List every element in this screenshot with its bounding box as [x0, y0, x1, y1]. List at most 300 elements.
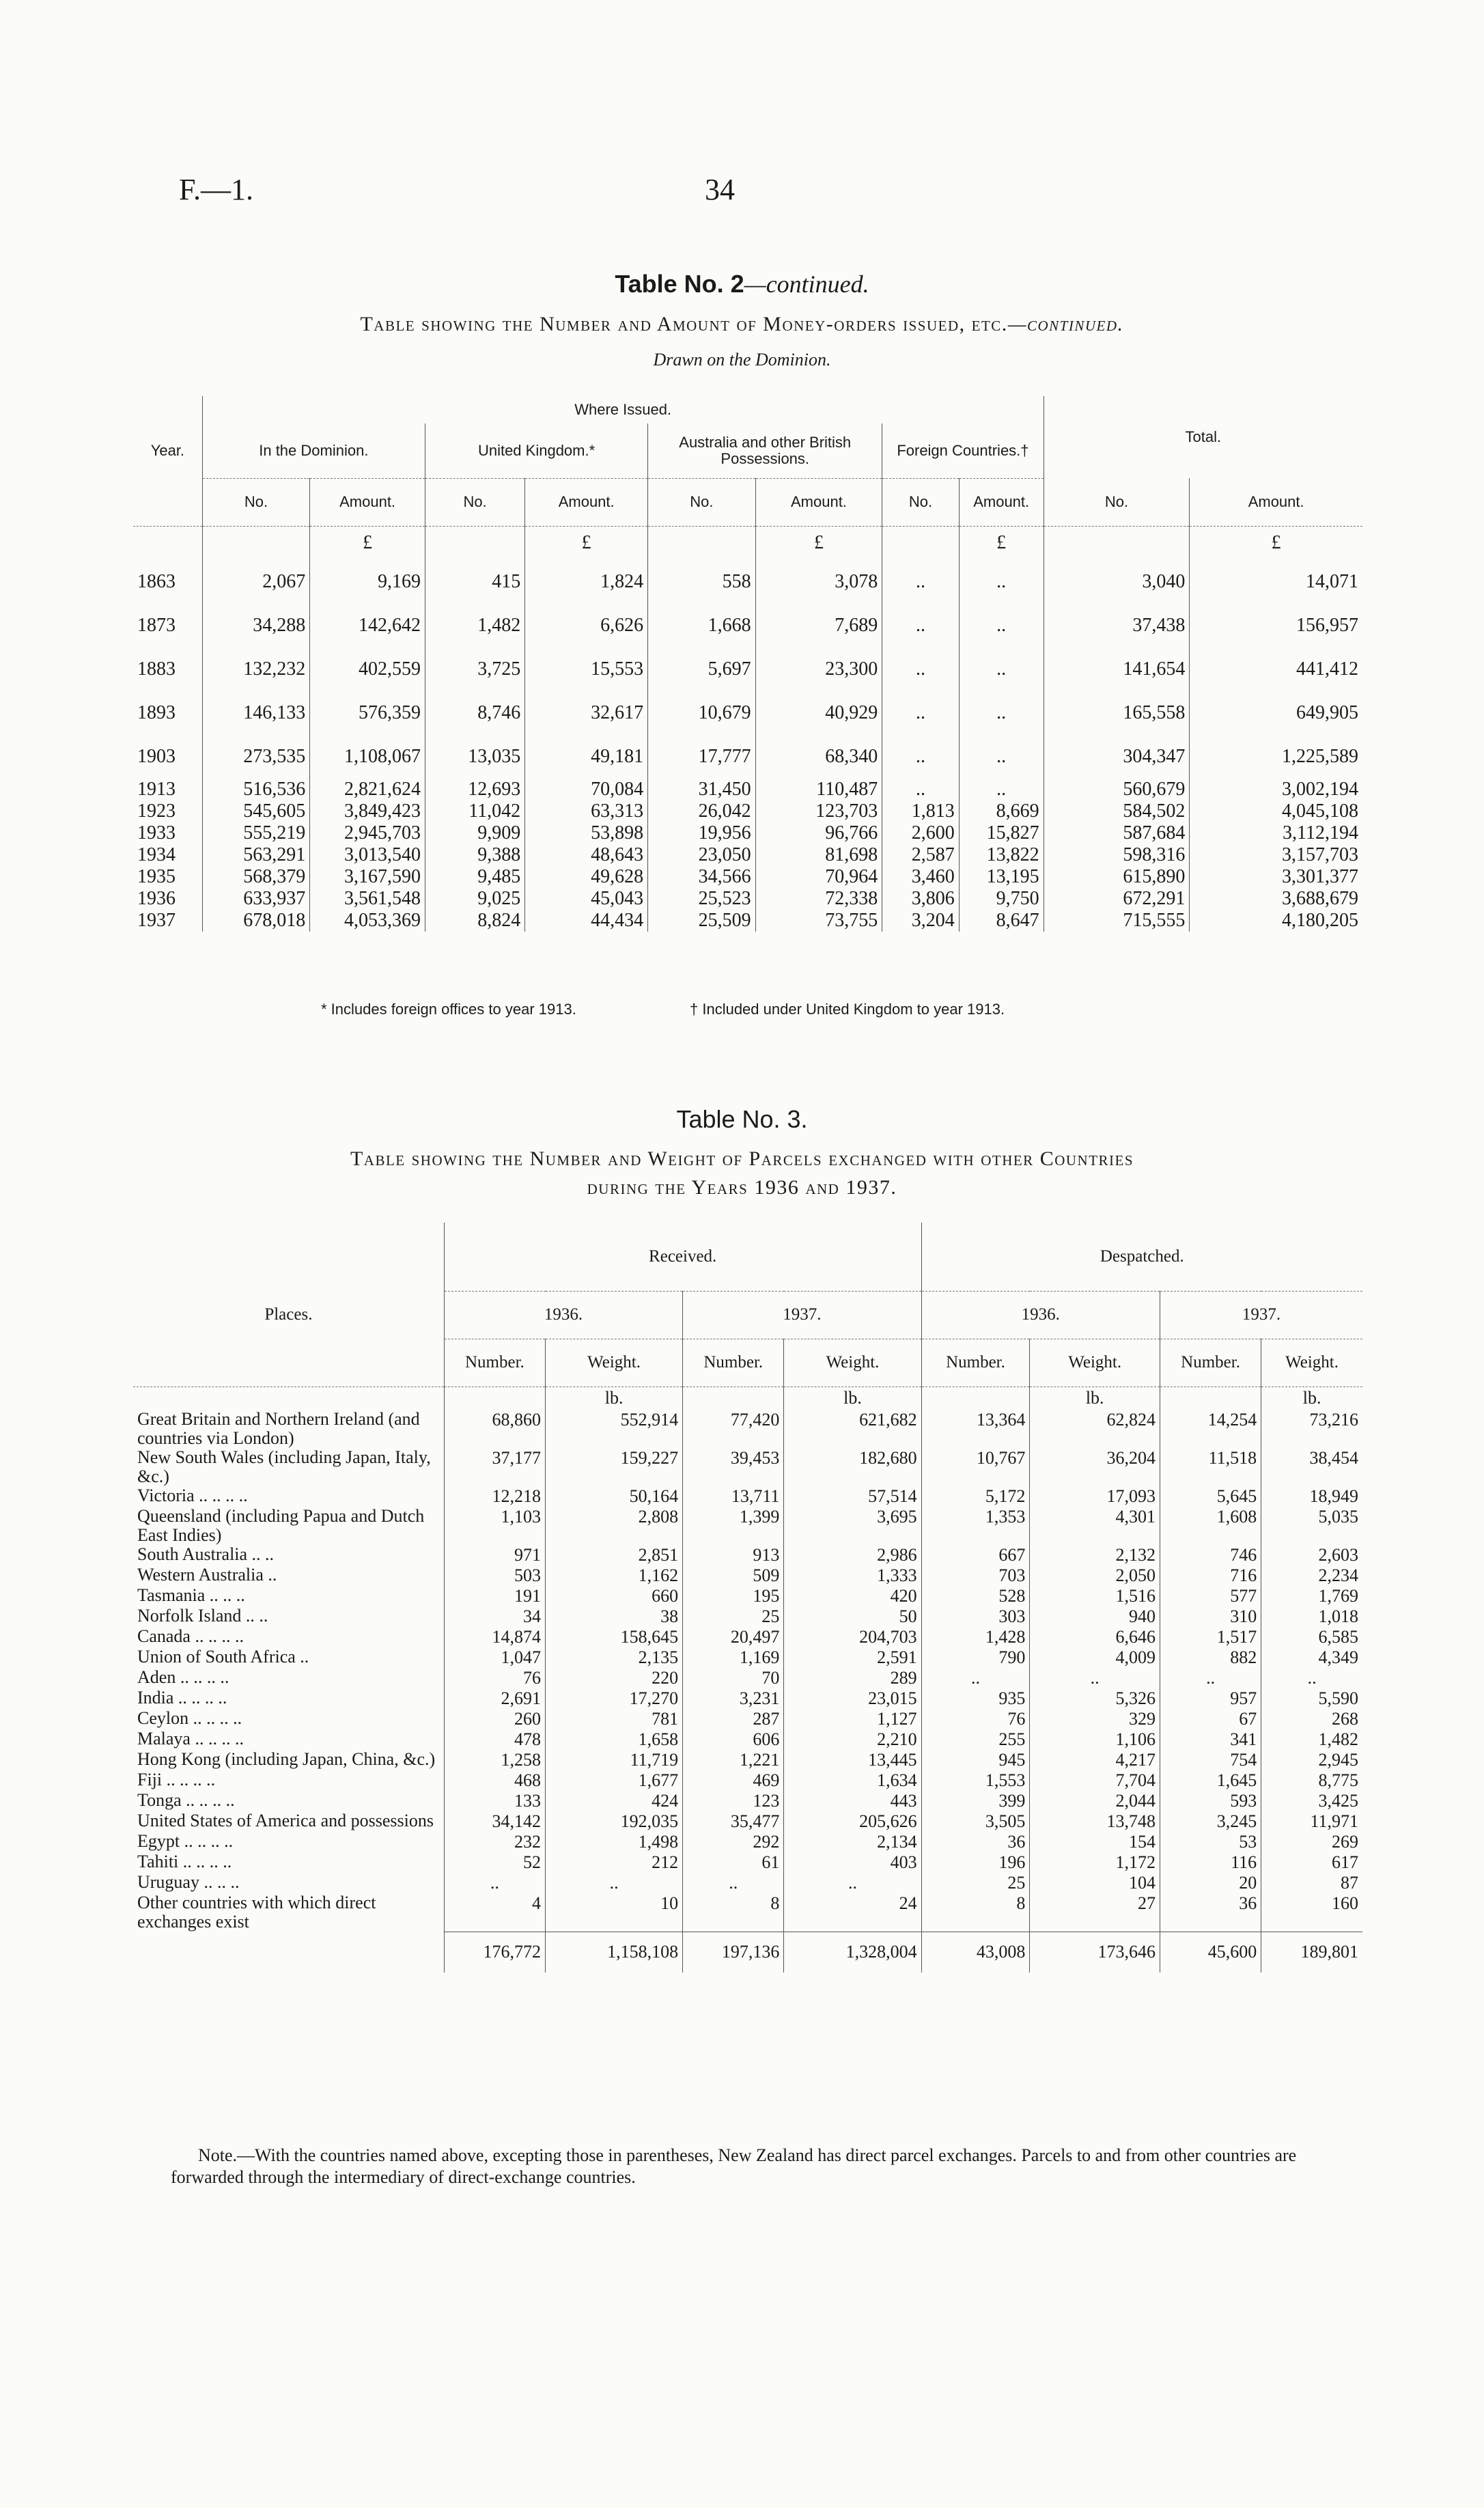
value-cell: 2,044: [1030, 1791, 1160, 1811]
table2-row: [133, 822, 1362, 844]
value-cell: 913: [683, 1545, 784, 1565]
value-cell: ..: [882, 735, 959, 779]
value-cell: 617: [1261, 1852, 1362, 1873]
value-cell: 25,523: [648, 888, 755, 910]
total-cell: 1,328,004: [784, 1932, 921, 1973]
place-cell: India .. .. .. ..: [137, 1688, 227, 1708]
table3-row: [133, 1811, 1362, 1832]
place-cell: Ceylon .. .. .. ..: [137, 1708, 242, 1728]
value-cell: 2,587: [882, 844, 959, 866]
table3-row: [133, 1750, 1362, 1770]
place-cell: Western Australia ..: [137, 1565, 277, 1585]
value-cell: 1,813: [882, 800, 959, 822]
value-cell: 593: [1160, 1791, 1261, 1811]
value-cell: 12,693: [425, 779, 524, 800]
value-cell: 1,824: [525, 560, 648, 604]
value-cell: 2,821,624: [310, 779, 425, 800]
value-cell: 192,035: [546, 1811, 683, 1832]
value-cell: 8,775: [1261, 1770, 1362, 1791]
value-cell: 420: [784, 1586, 921, 1606]
value-cell: 292: [683, 1832, 784, 1852]
value-cell: 555,219: [202, 822, 309, 844]
total-header: Total.: [1044, 396, 1362, 478]
value-cell: 5,590: [1261, 1688, 1362, 1709]
received-1936: 1936.: [444, 1291, 682, 1339]
value-cell: ..: [921, 1668, 1030, 1688]
table2-title-cont: —continued.: [744, 270, 869, 298]
value-cell: 1,553: [921, 1770, 1030, 1791]
value-cell: 76: [444, 1668, 545, 1688]
value-cell: 558: [648, 560, 755, 604]
place-cell: Tonga .. .. .. ..: [137, 1790, 235, 1810]
value-cell: ..: [959, 779, 1044, 800]
value-cell: 13,822: [959, 844, 1044, 866]
total-cell: 1,158,108: [546, 1932, 683, 1973]
value-cell: 8,746: [425, 691, 524, 735]
table3-row: [133, 1688, 1362, 1709]
value-cell: 403: [784, 1852, 921, 1873]
place-cell: South Australia .. ..: [137, 1544, 275, 1564]
value-cell: 2,050: [1030, 1565, 1160, 1586]
value-cell: 63,313: [525, 800, 648, 822]
value-cell: 1,106: [1030, 1729, 1160, 1750]
value-cell: 14,071: [1190, 560, 1362, 604]
value-cell: 23,015: [784, 1688, 921, 1709]
value-cell: 3,505: [921, 1811, 1030, 1832]
value-cell: 560,679: [1044, 779, 1190, 800]
value-cell: 13,364: [921, 1410, 1030, 1448]
total-cell: 43,008: [921, 1932, 1030, 1973]
value-cell: 3,112,194: [1190, 822, 1362, 844]
table2-subheader-row: [133, 478, 1362, 526]
value-cell: 36: [1160, 1893, 1261, 1932]
value-cell: 5,697: [648, 647, 755, 691]
sub-amount: Amount.: [310, 478, 425, 526]
money-orders-table: [133, 396, 1362, 932]
value-cell: 2,210: [784, 1729, 921, 1750]
value-cell: 14,254: [1160, 1410, 1261, 1448]
value-cell: 1,018: [1261, 1606, 1362, 1627]
value-cell: 3,167,590: [310, 866, 425, 888]
value-cell: 957: [1160, 1688, 1261, 1709]
value-cell: 38: [546, 1606, 683, 1627]
value-cell: 31,450: [648, 779, 755, 800]
value-cell: 1,172: [1030, 1852, 1160, 1873]
year-cell: 1903: [137, 746, 176, 767]
table2-title: [0, 270, 1484, 298]
value-cell: 61: [683, 1852, 784, 1873]
value-cell: 584,502: [1044, 800, 1190, 822]
value-cell: 11,042: [425, 800, 524, 822]
value-cell: 23,300: [755, 647, 882, 691]
table2-row: [133, 910, 1362, 932]
value-cell: 4: [444, 1893, 545, 1932]
value-cell: 1,047: [444, 1647, 545, 1668]
value-cell: 615,890: [1044, 866, 1190, 888]
value-cell: 402,559: [310, 647, 425, 691]
value-cell: 882: [1160, 1647, 1261, 1668]
sub-number: Number.: [683, 1339, 784, 1387]
value-cell: 52: [444, 1852, 545, 1873]
value-cell: 205,626: [784, 1811, 921, 1832]
value-cell: 940: [1030, 1606, 1160, 1627]
value-cell: 1,668: [648, 604, 755, 647]
table2-row: [133, 844, 1362, 866]
table3-heading-line1: Table showing the Number and Weight of Parcels exchanged with other Countries: [350, 1147, 1134, 1170]
value-cell: 289: [784, 1668, 921, 1688]
value-cell: 1,169: [683, 1647, 784, 1668]
unit-label: lb.: [546, 1387, 683, 1410]
value-cell: 8,669: [959, 800, 1044, 822]
value-cell: 96,766: [755, 822, 882, 844]
value-cell: 443: [784, 1791, 921, 1811]
value-cell: 633,937: [202, 888, 309, 910]
value-cell: 2,603: [1261, 1545, 1362, 1565]
year-cell: 1937: [137, 910, 176, 931]
place-cell: United States of America and possessions: [137, 1811, 434, 1830]
value-cell: 7,689: [755, 604, 882, 647]
value-cell: 34,288: [202, 604, 309, 647]
value-cell: 27: [1030, 1893, 1160, 1932]
value-cell: 2,600: [882, 822, 959, 844]
value-cell: 2,135: [546, 1647, 683, 1668]
value-cell: 1,108,067: [310, 735, 425, 779]
value-cell: ..: [1030, 1668, 1160, 1688]
table3-row: [133, 1893, 1362, 1932]
place-cell: Aden .. .. .. ..: [137, 1667, 229, 1687]
value-cell: 3,806: [882, 888, 959, 910]
value-cell: 160: [1261, 1893, 1362, 1932]
value-cell: ..: [444, 1873, 545, 1893]
value-cell: 57,514: [784, 1486, 921, 1507]
value-cell: 3,040: [1044, 560, 1190, 604]
value-cell: 232: [444, 1832, 545, 1852]
value-cell: 50,164: [546, 1486, 683, 1507]
table2-footnote-1: * Includes foreign offices to year 1913.: [321, 1001, 576, 1018]
table3-row: [133, 1606, 1362, 1627]
value-cell: 303: [921, 1606, 1030, 1627]
value-cell: 606: [683, 1729, 784, 1750]
value-cell: 469: [683, 1770, 784, 1791]
table3-heading-line2: during the Years 1936 and 1937.: [587, 1176, 897, 1199]
value-cell: 621,682: [784, 1410, 921, 1448]
currency-symbol: £: [1190, 526, 1362, 560]
value-cell: 3,245: [1160, 1811, 1261, 1832]
unit-label: lb.: [1261, 1387, 1362, 1410]
sub-no: No.: [1044, 478, 1190, 526]
value-cell: 1,645: [1160, 1770, 1261, 1791]
value-cell: 159,227: [546, 1448, 683, 1486]
value-cell: 49,628: [525, 866, 648, 888]
value-cell: 1,225,589: [1190, 735, 1362, 779]
value-cell: 13,195: [959, 866, 1044, 888]
place-cell: Malaya .. .. .. ..: [137, 1729, 244, 1748]
year-cell: 1913: [137, 779, 176, 800]
value-cell: 304,347: [1044, 735, 1190, 779]
value-cell: 38,454: [1261, 1448, 1362, 1486]
value-cell: 1,517: [1160, 1627, 1261, 1647]
year-cell: 1893: [137, 702, 176, 723]
table3-title: Table No. 3.: [676, 1105, 808, 1133]
value-cell: 945: [921, 1750, 1030, 1770]
value-cell: 34,142: [444, 1811, 545, 1832]
value-cell: 4,045,108: [1190, 800, 1362, 822]
value-cell: 68,340: [755, 735, 882, 779]
value-cell: 329: [1030, 1709, 1160, 1729]
value-cell: 20,497: [683, 1627, 784, 1647]
value-cell: 13,711: [683, 1486, 784, 1507]
sub-amount: Amount.: [755, 478, 882, 526]
value-cell: 36: [921, 1832, 1030, 1852]
value-cell: 195: [683, 1586, 784, 1606]
value-cell: 13,748: [1030, 1811, 1160, 1832]
value-cell: 77,420: [683, 1410, 784, 1448]
currency-symbol: £: [310, 526, 425, 560]
value-cell: 53: [1160, 1832, 1261, 1852]
value-cell: 273,535: [202, 735, 309, 779]
value-cell: 509: [683, 1565, 784, 1586]
currency-symbol: £: [755, 526, 882, 560]
value-cell: 132,232: [202, 647, 309, 691]
total-cell: 45,600: [1160, 1932, 1261, 1973]
value-cell: ..: [882, 604, 959, 647]
value-cell: 12,218: [444, 1486, 545, 1507]
table2-row: [133, 888, 1362, 910]
value-cell: 672,291: [1044, 888, 1190, 910]
table3-row: [133, 1448, 1362, 1486]
value-cell: 39,453: [683, 1448, 784, 1486]
value-cell: 10: [546, 1893, 683, 1932]
value-cell: 3,849,423: [310, 800, 425, 822]
value-cell: 18,949: [1261, 1486, 1362, 1507]
place-cell: Canada .. .. .. ..: [137, 1626, 244, 1646]
value-cell: 3,204: [882, 910, 959, 932]
sub-amount: Amount.: [1190, 478, 1362, 526]
value-cell: 268: [1261, 1709, 1362, 1729]
value-cell: 1,162: [546, 1565, 683, 1586]
value-cell: ..: [959, 604, 1044, 647]
page-reference: F.—1.: [179, 173, 253, 206]
place-cell: Great Britain and Northern Ireland (and countries via London): [137, 1409, 420, 1448]
value-cell: ..: [882, 779, 959, 800]
value-cell: 2,134: [784, 1832, 921, 1852]
table2-row: [133, 560, 1362, 604]
place-cell: Tahiti .. .. .. ..: [137, 1852, 232, 1871]
value-cell: 5,035: [1261, 1507, 1362, 1545]
unit-label: lb.: [1030, 1387, 1160, 1410]
table3-row: [133, 1852, 1362, 1873]
year-cell: 1933: [137, 822, 176, 844]
value-cell: 5,172: [921, 1486, 1030, 1507]
sub-amount: Amount.: [525, 478, 648, 526]
value-cell: 667: [921, 1545, 1030, 1565]
value-cell: 3,231: [683, 1688, 784, 1709]
value-cell: ..: [959, 560, 1044, 604]
where-issued-header: Where Issued.: [202, 396, 1044, 423]
value-cell: 182,680: [784, 1448, 921, 1486]
sub-number: Number.: [444, 1339, 545, 1387]
year-cell: 1873: [137, 615, 176, 636]
value-cell: 37,177: [444, 1448, 545, 1486]
value-cell: 4,349: [1261, 1647, 1362, 1668]
table2-row: [133, 691, 1362, 735]
table3-row: [133, 1545, 1362, 1565]
value-cell: 4,180,205: [1190, 910, 1362, 932]
value-cell: ..: [959, 647, 1044, 691]
table3-row: [133, 1627, 1362, 1647]
sub-weight: Weight.: [1030, 1339, 1160, 1387]
table3-row: [133, 1565, 1362, 1586]
value-cell: 116: [1160, 1852, 1261, 1873]
place-cell: Queensland (including Papua and Dutch East Indies): [137, 1506, 425, 1545]
value-cell: ..: [784, 1873, 921, 1893]
value-cell: 48,643: [525, 844, 648, 866]
table3-note: Note.—With the countries named above, excepting those in parentheses, New Zealand has direct parcel exchanges. Parcels to and from other countries are forwarded through the intermediary of direct-exchange countries.: [171, 2145, 1297, 2187]
value-cell: 552,914: [546, 1410, 683, 1448]
value-cell: 2,945: [1261, 1750, 1362, 1770]
value-cell: 62,824: [1030, 1410, 1160, 1448]
value-cell: 3,013,540: [310, 844, 425, 866]
table2-footnote-2: † Included under United Kingdom to year 1913.: [690, 1001, 1005, 1018]
table2-title-no: Table No. 2: [615, 270, 744, 298]
value-cell: 73,755: [755, 910, 882, 932]
foreign-header: Foreign Countries.†: [882, 423, 1044, 478]
value-cell: 703: [921, 1565, 1030, 1586]
value-cell: 2,067: [202, 560, 309, 604]
value-cell: 81,698: [755, 844, 882, 866]
value-cell: 7,704: [1030, 1770, 1160, 1791]
value-cell: 13,445: [784, 1750, 921, 1770]
value-cell: 72,338: [755, 888, 882, 910]
value-cell: 8,824: [425, 910, 524, 932]
value-cell: 34: [444, 1606, 545, 1627]
value-cell: 715,555: [1044, 910, 1190, 932]
value-cell: 1,428: [921, 1627, 1030, 1647]
year-cell: 1935: [137, 866, 176, 887]
total-cell: 189,801: [1261, 1932, 1362, 1973]
value-cell: 50: [784, 1606, 921, 1627]
value-cell: 746: [1160, 1545, 1261, 1565]
total-cell: 176,772: [444, 1932, 545, 1973]
value-cell: 503: [444, 1565, 545, 1586]
table3-row: [133, 1832, 1362, 1852]
value-cell: ..: [882, 691, 959, 735]
table2-row: [133, 647, 1362, 691]
value-cell: 9,485: [425, 866, 524, 888]
year-cell: 1863: [137, 571, 176, 592]
sub-weight: Weight.: [784, 1339, 921, 1387]
value-cell: 13,035: [425, 735, 524, 779]
value-cell: 104: [1030, 1873, 1160, 1893]
value-cell: 9,388: [425, 844, 524, 866]
value-cell: 142,642: [310, 604, 425, 647]
value-cell: 154: [1030, 1832, 1160, 1852]
value-cell: 146,133: [202, 691, 309, 735]
place-cell: Tasmania .. .. ..: [137, 1585, 245, 1605]
value-cell: ..: [546, 1873, 683, 1893]
value-cell: 25,509: [648, 910, 755, 932]
value-cell: ..: [683, 1873, 784, 1893]
value-cell: 70,964: [755, 866, 882, 888]
value-cell: 67: [1160, 1709, 1261, 1729]
value-cell: 4,217: [1030, 1750, 1160, 1770]
value-cell: 935: [921, 1688, 1030, 1709]
sub-no: No.: [882, 478, 959, 526]
uk-header: United Kingdom.*: [425, 423, 647, 478]
value-cell: 576,359: [310, 691, 425, 735]
value-cell: 568,379: [202, 866, 309, 888]
value-cell: 563,291: [202, 844, 309, 866]
place-cell: Uruguay .. .. ..: [137, 1872, 240, 1892]
value-cell: 212: [546, 1852, 683, 1873]
value-cell: 11,971: [1261, 1811, 1362, 1832]
value-cell: 204,703: [784, 1627, 921, 1647]
year-cell: 1923: [137, 800, 176, 822]
value-cell: 53,898: [525, 822, 648, 844]
table2-heading: [0, 313, 1484, 336]
table3-totals-row: [133, 1932, 1362, 1973]
value-cell: 310: [1160, 1606, 1261, 1627]
value-cell: 577: [1160, 1586, 1261, 1606]
value-cell: ..: [1261, 1668, 1362, 1688]
currency-symbol: £: [525, 526, 648, 560]
table3-row: [133, 1486, 1362, 1507]
value-cell: 220: [546, 1668, 683, 1688]
value-cell: 87: [1261, 1873, 1362, 1893]
value-cell: 1,608: [1160, 1507, 1261, 1545]
value-cell: 1,258: [444, 1750, 545, 1770]
value-cell: 40,929: [755, 691, 882, 735]
currency-symbol: £: [959, 526, 1044, 560]
value-cell: 25: [683, 1606, 784, 1627]
table2-subheading: Drawn on the Dominion.: [653, 350, 831, 370]
table2-row: [133, 779, 1362, 800]
value-cell: 3,002,194: [1190, 779, 1362, 800]
value-cell: ..: [882, 560, 959, 604]
value-cell: 14,874: [444, 1627, 545, 1647]
value-cell: 1,333: [784, 1565, 921, 1586]
table2-row: [133, 604, 1362, 647]
australia-header: Australia and other British Possessions.: [648, 423, 882, 478]
value-cell: 6,585: [1261, 1627, 1362, 1647]
value-cell: 3,425: [1261, 1791, 1362, 1811]
value-cell: 1,482: [1261, 1729, 1362, 1750]
value-cell: 4,301: [1030, 1507, 1160, 1545]
value-cell: 1,221: [683, 1750, 784, 1770]
table2-heading-text: Table showing the Number and Amount of Money-orders issued, etc.: [360, 313, 1008, 335]
value-cell: 9,025: [425, 888, 524, 910]
value-cell: 2,808: [546, 1507, 683, 1545]
value-cell: 2,691: [444, 1688, 545, 1709]
value-cell: 1,634: [784, 1770, 921, 1791]
value-cell: 24: [784, 1893, 921, 1932]
place-cell: Other countries with which direct exchanges exist: [137, 1893, 376, 1932]
value-cell: 2,945,703: [310, 822, 425, 844]
value-cell: 35,477: [683, 1811, 784, 1832]
value-cell: 1,353: [921, 1507, 1030, 1545]
value-cell: 3,157,703: [1190, 844, 1362, 866]
year-cell: 1936: [137, 888, 176, 909]
sub-weight: Weight.: [1261, 1339, 1362, 1387]
value-cell: 10,679: [648, 691, 755, 735]
value-cell: 3,688,679: [1190, 888, 1362, 910]
place-cell: Norfolk Island .. ..: [137, 1606, 268, 1626]
unit-label: lb.: [784, 1387, 921, 1410]
value-cell: 70: [683, 1668, 784, 1688]
value-cell: 1,103: [444, 1507, 545, 1545]
value-cell: 3,695: [784, 1507, 921, 1545]
value-cell: 45,043: [525, 888, 648, 910]
